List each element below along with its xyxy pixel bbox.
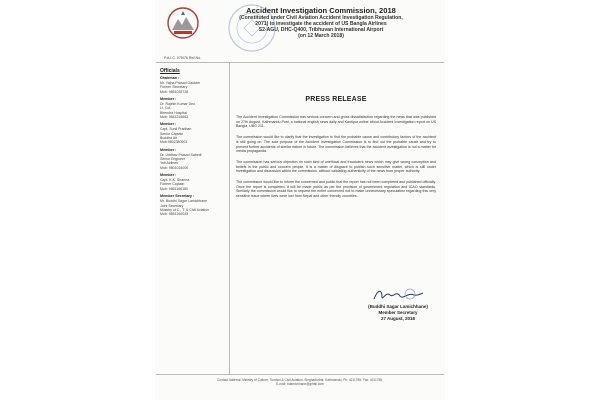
official-detail: Mob: 9851166180 — [160, 186, 188, 191]
official-detail: Yeti Airlines — [160, 161, 178, 166]
signature-block — [360, 286, 436, 322]
official-role: Member : — [160, 147, 177, 152]
handwritten-signature-icon — [370, 286, 426, 304]
official-entry — [160, 173, 226, 191]
official-detail: Capt. K.K. Sharma — [160, 178, 190, 183]
official-role: Member : — [160, 97, 177, 102]
official-detail: Mr. Buddhi Sagar Lamichhane — [160, 199, 208, 204]
body-paragraph: The commission would like to inform the concerned and public that the report has not been completed and published officially. Once the report is completed, it will be made public as per the provision of government regulation and ICAO standards. Similarly the commission would like to request the entire concerned not to make unnecessary speculation regarding this very sensitive issue where lives were lost from Nepal and other friendly countries. — [236, 180, 436, 199]
official-detail: Lt. Col. — [160, 106, 172, 111]
official-detail: Mob: 9851033728 — [160, 89, 189, 94]
official-role: Member : — [160, 122, 177, 127]
official-detail: Dr. Rajesh Kumar Deo — [160, 101, 196, 106]
body-paragraph: The Accident Investigation Commission has serious concern and gross dissatisfaction regarding the news that was published on 27th August, Kathmandu Post, a national english news daily and Kantipur online about Accident Investigation report on US Bangla, UBG 211. — [236, 115, 436, 129]
official-detail: Mob: 9801024000 — [160, 165, 189, 170]
official-detail: Senior Engineer — [160, 157, 186, 162]
release-date: 27 August, 2018 — [380, 316, 416, 321]
letterhead — [207, 6, 435, 39]
official-role: Chairman : — [160, 76, 180, 80]
officials-sidebar — [160, 68, 226, 220]
official-detail: Mob: 9851269033 — [160, 212, 189, 217]
official-detail: Buddha Air — [160, 136, 178, 141]
official-detail: Dr. Uddhav Prasad Sabedi — [160, 152, 202, 157]
official-entry — [160, 194, 226, 216]
official-entry — [160, 97, 226, 119]
sidebar-divider — [229, 62, 230, 374]
nepal-emblem-icon — [166, 6, 200, 40]
official-entry — [160, 76, 226, 94]
contact-footer — [160, 378, 440, 387]
reference-number: P.A.I.C. 075/76 Ref.No. — [164, 56, 202, 60]
official-detail: Mob.9802380901 — [160, 140, 188, 145]
official-detail: Birendra Hospital — [160, 110, 187, 115]
officials-heading: Officials — [160, 68, 180, 74]
signatory-name: (Buddhi Sagar Lamichhane) — [368, 304, 428, 309]
body-paragraph: The commission has serious objection on such kind of unethical and fraudulent news which may give wrong conception and beliefs in the public and concern people. It is a matter of disgrace to publish such sensitive matter, which is still under investigation and discussion within the commission, without validating authenticity of the news from proper authority. — [236, 159, 436, 174]
official-entry — [160, 148, 226, 170]
letterhead-line-4: (on 12 March 2018) — [298, 33, 344, 39]
signatory-title: Member Secretary — [378, 310, 418, 315]
official-role: Member : — [160, 173, 177, 178]
official-detail: Former Captain — [160, 182, 185, 187]
press-release-body — [236, 96, 436, 205]
letterhead-line-2: 2071) to investigate the accident of US Bangla Airlines — [255, 21, 387, 27]
commission-title: Accident Investigation Commission, 2018 — [246, 6, 396, 15]
official-entry — [160, 122, 226, 144]
official-detail: Capt. Sunil Pradhan — [160, 127, 192, 132]
letterhead-line-3: S2-AGU, DHC-Q400, Tribhuvan International Airport — [258, 27, 384, 33]
official-detail: Mr. Yajna Prasad Gautam — [160, 80, 200, 85]
press-release-title: PRESS RELEASE — [305, 96, 367, 103]
official-detail: Joint Secretary — [160, 203, 184, 208]
official-detail: Senior Captain — [160, 131, 184, 136]
header-divider — [156, 62, 444, 63]
footer-address: Contact Address: Ministry of Culture, Tourism & Civil Aviation, Singhadurbar, Kathmandu, Ph: 4211785, Fax: 4211758, — [217, 378, 383, 382]
official-detail: Mob: 9841216663 — [160, 115, 189, 120]
official-detail: Ministry of C., T. & Civil Aviation — [160, 207, 210, 212]
letterhead-line-1: (Constituted under Civil Aviation Accident Investigation Regulation, — [239, 15, 403, 21]
official-role: Member Secretary : — [160, 194, 195, 199]
body-paragraph: The commission would like to clarify that the investigation to find the probable cause and contributory factors of the accident is still going on. The sole purpose of the Accident Investigation Commission is to find out the probable cause and try to prevent further accidents of similar nature in future. The commission believes that the accident investigation is not a matter for media propaganda. — [236, 135, 436, 154]
official-detail: Former Secretary — [160, 85, 188, 90]
footer-divider — [156, 374, 444, 375]
footer-email: E-mail: bdamichhane@gmail.com — [276, 382, 324, 387]
